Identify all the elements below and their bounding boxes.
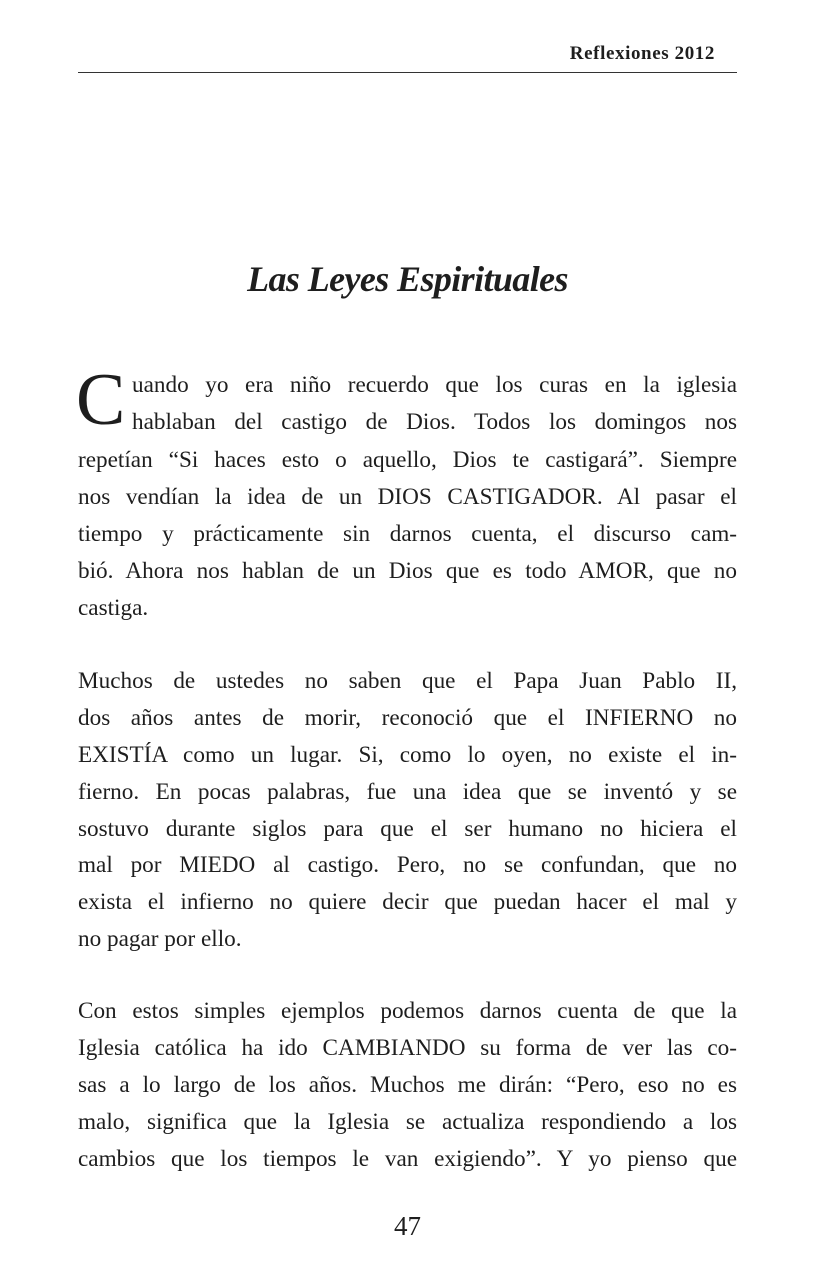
drop-cap: C: [76, 359, 126, 441]
text-line: bió. Ahora nos hablan de un Dios que es todo AMOR, que no: [78, 558, 737, 584]
text-line: tiempo y prácticamente sin darnos cuenta, el discurso cam-: [78, 521, 737, 547]
text-line: sostuvo durante siglos para que el ser humano no hiciera el: [78, 816, 737, 842]
text-line: malo, significa que la Iglesia se actualiza respondiendo a los: [78, 1109, 737, 1135]
text-line: EXISTÍA como un lugar. Si, como lo oyen, no existe el in-: [78, 742, 737, 768]
page-number: 47: [394, 1211, 421, 1241]
text-line: uando yo era niño recuerdo que los curas en la iglesia: [132, 372, 737, 398]
text-line: fierno. En pocas palabras, fue una idea que se inventó y se: [78, 779, 737, 805]
text-line: cambios que los tiempos le van exigiendo”. Y yo pienso que: [78, 1146, 737, 1172]
text-line: exista el infierno no quiere decir que puedan hacer el mal y: [78, 889, 737, 915]
text-line: hablaban del castigo de Dios. Todos los domingos nos: [132, 409, 737, 435]
text-line: Muchos de ustedes no saben que el Papa Juan Pablo II,: [78, 668, 737, 694]
text-line: mal por MIEDO al castigo. Pero, no se confundan, que no: [78, 852, 737, 878]
text-line: nos vendían la idea de un DIOS CASTIGADOR. Al pasar el: [78, 484, 737, 510]
chapter-title: Las Leyes Espirituales: [247, 259, 568, 299]
text-line: Iglesia católica ha ido CAMBIANDO su forma de ver las co-: [78, 1035, 737, 1061]
text-line: no pagar por ello.: [78, 926, 242, 952]
text-line: repetían “Si haces esto o aquello, Dios te castigará”. Siempre: [78, 447, 737, 473]
text-line: castiga.: [78, 595, 149, 621]
text-line: dos años antes de morir, reconoció que el INFIERNO no: [78, 705, 737, 731]
text-line: sas a lo largo de los años. Muchos me dirán: “Pero, eso no es: [78, 1072, 737, 1098]
running-header: [78, 42, 737, 73]
text-line: Con estos simples ejemplos podemos darnos cuenta de que la: [78, 998, 737, 1024]
running-title: Reflexiones 2012: [569, 43, 715, 64]
